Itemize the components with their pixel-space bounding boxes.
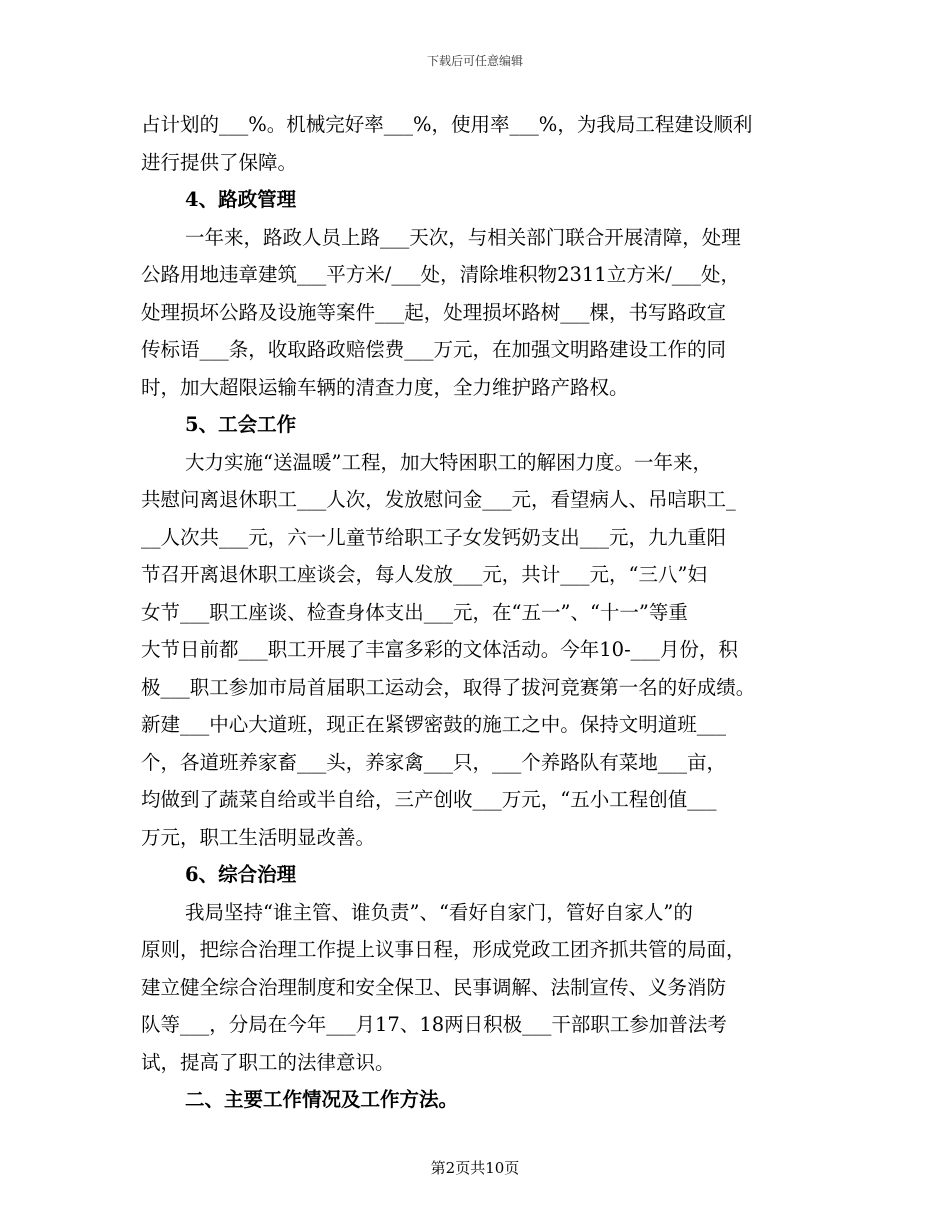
text-line: 进行提供了保障。 [141,150,298,174]
text-line: 个，各道班养家畜___头，养家禽___只，___个养路队有菜地___亩， [141,750,727,774]
text-line: 传标语___条，收取路政赔偿费___万元，在加强文明路建设工作的同 [141,338,727,361]
section-heading: 5、工会工作 [185,413,297,436]
page-footer: 第2页共10页 [430,1159,520,1177]
text-line: 原则，把综合治理工作提上议事日程，形成党政工团齐抓共管的局面， [141,938,746,961]
text-line: 女节___职工座谈、检查身体支出___元，在“五一”、“十一”等重 [141,600,688,624]
text-line: __人次共___元，六一儿童节给职工子女发钙奶支出___元，九九重阳 [141,525,727,549]
text-line: 节召开离退休职工座谈会，每人发放___元，共计___元，“三八”妇 [141,563,707,586]
text-line: 极___职工参加市局首届职工运动会，取得了拔河竞赛第一名的好成绩。 [141,675,756,699]
text-line: 大力实施“送温暖”工程，加大特困职工的解困力度。一年来， [185,450,712,474]
text-line: 新建___中心大道班，现正在紧锣密鼓的施工之中。保持文明道班___ [141,713,727,736]
text-line: 一年来，路政人员上路___天次，与相关部门联合开展清障，处理 [185,225,741,249]
text-line: 建立健全综合治理制度和安全保卫、民事调解、法制宣传、义务消防 [141,975,727,999]
page-header: 下载后可任意编辑 [426,54,523,68]
text-line: 处理损坏公路及设施等案件___起，处理损坏路树___棵，书写路政宣 [141,300,727,324]
text-line: 万元，职工生活明显改善。 [141,825,376,849]
section-heading: 二、主要工作情况及工作方法。 [185,1088,459,1111]
text-line: 共慰问离退休职工___人次，发放慰问金___元，看望病人、吊唁职工_ [141,488,736,511]
text-line: 试，提高了职工的法律意识。 [141,1050,395,1074]
document-body [141,106,821,1119]
text-line: 公路用地违章建筑___平方米/___处，清除堆积物2311立方米/___处， [141,263,741,286]
section-heading: 4、路政管理 [185,188,297,211]
text-line: 时，加大超限运输车辆的清查力度，全力维护路产路权。 [141,375,629,399]
section-heading: 6、综合治理 [185,863,297,886]
text-line: 队等___，分局在今年___月17、18两日积极___干部职工参加普法考 [141,1013,727,1036]
text-line: 均做到了蔬菜自给或半自给，三产创收___万元，“五小工程创值___ [141,788,717,811]
text-line: 大节日前都___职工开展了丰富多彩的文体活动。今年10-___月份，积 [141,638,738,661]
text-line: 我局坚持“谁主管、谁负责”、“看好自家门，管好自家人”的 [185,900,693,924]
text-line: 占计划的___%。机械完好率___%，使用率___%，为我局工程建设顺利 [141,113,753,136]
